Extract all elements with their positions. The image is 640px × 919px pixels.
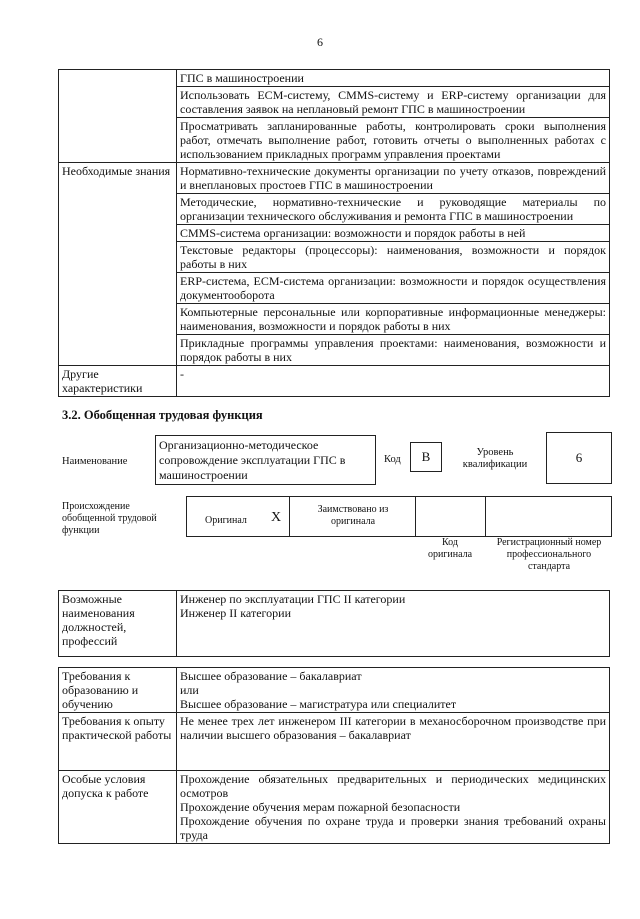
knowledge-row: Нормативно-технические документы организации по учету отказов, повреждений и внеплановых простоев ГПС в машиностроении (177, 163, 610, 194)
reg-number-caption: Регистрационный номер профессионального стандарта (496, 537, 602, 572)
requirement-line: Прохождение обязательных предварительных и периодических медицинских осмотров (180, 772, 606, 800)
borrowed-label: Заимствовано из оригинала (317, 504, 389, 527)
name-label: Наименование (62, 456, 128, 467)
knowledge-row: Методические, нормативно-технические и руководящие материалы по организации технического обслуживания и ремонта ГПС в машиностроении (177, 194, 610, 225)
knowledge-row: Текстовые редакторы (процессоры): наименования, возможности и порядок работы в них (177, 242, 610, 273)
level-value: 6 (575, 450, 583, 465)
education-label: Требования к образованию и обучению (59, 668, 177, 713)
experience-label: Требования к опыту практической работы (59, 713, 177, 771)
code-box (410, 442, 442, 472)
admission-label: Особые условия допуска к работе (59, 771, 177, 844)
skill-row: Использовать ECM-систему, CMMS-систему и ERP-систему организации для составления заявок на неплановый ремонт ГПС в машиностроении (177, 87, 610, 118)
knowledge-table (58, 69, 610, 397)
knowledge-row: ERP-система, ECM-система организации: возможности и порядок осуществления документооборота (177, 273, 610, 304)
level-box (546, 432, 612, 484)
borrowed-cell (289, 497, 416, 536)
skill-row: Просматривать запланированные работы, контролировать сроки выполнения работ, отмечать выполнение работ, готовить отчеты о выполненных работах с использованием прикладных программ управления проектами (177, 118, 610, 163)
requirement-line: Не менее трех лет инженером III категории в механосборочном производстве при наличии высшего образования – бакалавриат (180, 714, 606, 742)
requirement-line: Высшее образование – магистратура или специалитет (180, 697, 457, 711)
name-box (155, 435, 376, 485)
position-line: Инженер по эксплуатации ГПС II категории (180, 592, 406, 606)
code-original-caption: Код оригинала (427, 537, 473, 560)
skill-row: ГПС в машиностроении (177, 70, 610, 87)
level-label: Уровень квалификации (462, 447, 528, 470)
original-mark: X (271, 510, 282, 525)
knowledge-row: Компьютерные персональные или корпоративные информационные менеджеры: наименования, возможности и порядок работы в них (177, 304, 610, 335)
knowledge-row: Прикладные программы управления проектами: наименования, возможности и порядок работы в них (177, 335, 610, 366)
original-label: Оригинал (205, 515, 247, 526)
requirement-line: Прохождение обучения мерам пожарной безопасности (180, 800, 461, 814)
positions-label: Возможные наименования должностей, профессий (59, 591, 177, 657)
section-title: 3.2. Обобщенная трудовая функция (62, 408, 263, 422)
knowledge-row: CMMS-система организации: возможности и порядок работы в ней (177, 225, 610, 242)
requirement-line: Прохождение обучения по охране труда и проверки знания требований охраны труда (180, 814, 606, 842)
code-label: Код (384, 454, 401, 465)
origin-label: Происхождение обобщенной трудовой функции (62, 501, 157, 536)
code-original-cell (415, 497, 486, 536)
positions-table (58, 590, 610, 657)
other-label: Другие характеристики (59, 366, 177, 397)
original-cell (187, 497, 290, 536)
page-number: 6 (317, 35, 323, 49)
requirements-table (58, 667, 610, 844)
reg-number-cell (485, 497, 612, 536)
origin-boxes (186, 496, 612, 537)
code-value: B (421, 449, 431, 464)
position-line: Инженер II категории (180, 606, 291, 620)
requirement-line: или (180, 683, 199, 697)
requirement-line: Высшее образование – бакалавриат (180, 669, 362, 683)
other-value: - (177, 366, 610, 397)
knowledge-label: Необходимые знания (59, 163, 177, 366)
name-value: Организационно-методическое сопровождение эксплуатации ГПС в машиностроении (159, 438, 346, 482)
